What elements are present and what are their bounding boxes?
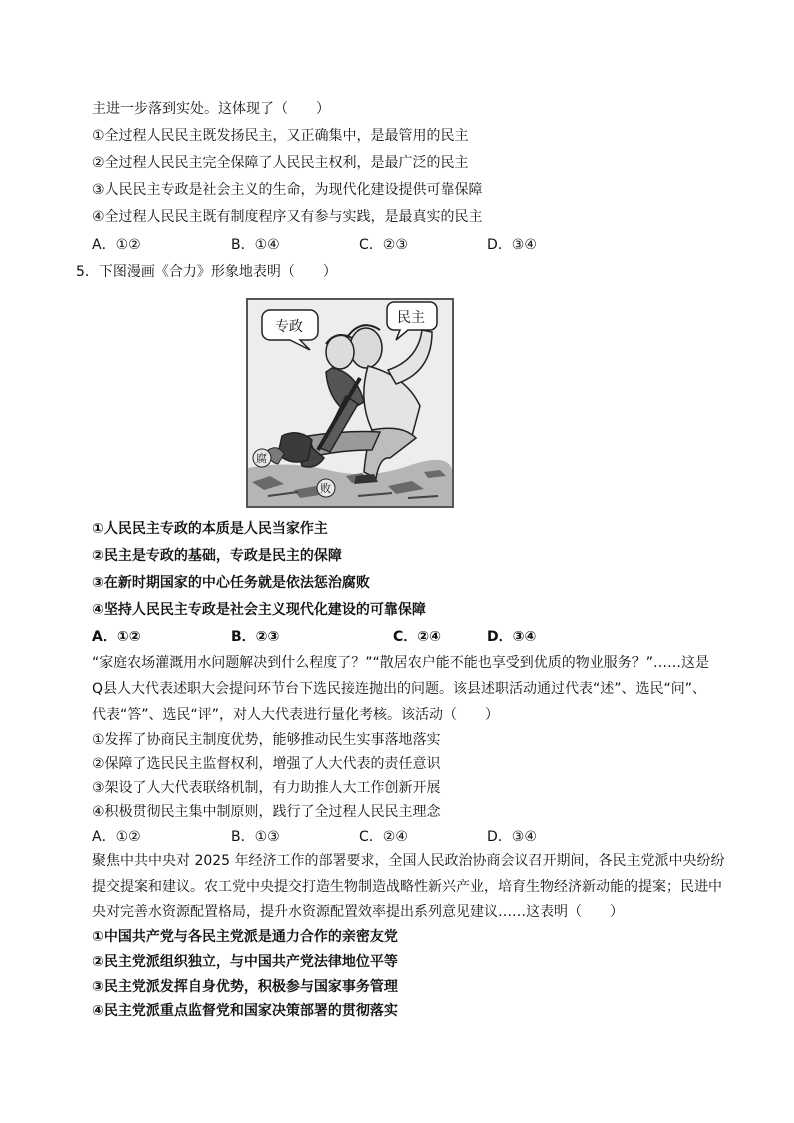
cartoon-drawing <box>248 300 452 506</box>
q4-item-4: ④全过程人民民主既有制度程序又有参与实践，是最真实的民主 <box>92 209 483 225</box>
ground-left-text: 腐 <box>256 452 267 465</box>
bubble-right-text: 民主 <box>397 310 425 326</box>
q5-option-c: C．②④ <box>393 629 441 645</box>
q4-item-2: ②全过程人民民主完全保障了人民民主权利，是最广泛的民主 <box>92 155 469 171</box>
q6-item-2: ②保障了选民民主监督权利，增强了人大代表的责任意识 <box>92 756 441 772</box>
q7-stem-line-3: 央对完善水资源配置格局，提升水资源配置效率提出系列意见建议……这表明（ ） <box>92 904 624 920</box>
q6-option-a: A．①② <box>92 829 141 845</box>
q7-item-2: ②民主党派组织独立，与中国共产党法律地位平等 <box>92 954 398 970</box>
q4-options <box>92 235 712 255</box>
q6-item-1: ①发挥了协商民主制度优势，能够推动民生实事落地落实 <box>92 732 441 748</box>
q4-option-c: C．②③ <box>359 237 408 253</box>
q5-item-3: ③在新时期国家的中心任务就是依法惩治腐败 <box>92 575 370 591</box>
q7-item-4: ④民主党派重点监督党和国家决策部署的贯彻落实 <box>92 1003 398 1019</box>
bubble-left-text: 专政 <box>275 319 303 335</box>
q7-item-1: ①中国共产党与各民主党派是通力合作的亲密友党 <box>92 929 398 945</box>
q5-item-2: ②民主是专政的基础，专政是民主的保障 <box>92 548 342 564</box>
q5-stem: 下图漫画《合力》形象地表明（ ） <box>98 264 337 280</box>
q4-item-3: ③人民民主专政是社会主义的生命，为现代化建设提供可靠保障 <box>92 182 483 198</box>
q6-stem-line-3: 代表“答”、选民“评”，对人大代表进行量化考核。该活动（ ） <box>92 707 500 723</box>
cartoon-heli <box>246 298 454 508</box>
q5-option-d: D．③④ <box>487 629 537 645</box>
q5-option-a: A．①② <box>92 629 141 645</box>
q5-item-1: ①人民民主专政的本质是人民当家作主 <box>92 521 328 537</box>
q6-options <box>92 827 712 847</box>
q5-heading <box>76 262 337 282</box>
q4-stem-end: 主进一步落到实处。这体现了（ ） <box>92 101 330 117</box>
q6-option-b: B．①③ <box>231 829 280 845</box>
q5-options <box>92 627 712 647</box>
q6-option-d: D．③④ <box>487 829 537 845</box>
q6-item-4: ④积极贯彻民主集中制原则，践行了全过程人民民主理念 <box>92 804 441 820</box>
q6-stem-line-2: Q县人大代表述职大会提问环节台下选民接连抛出的问题。该县述职活动通过代表“述”、选民“问”、 <box>92 681 707 697</box>
q5-item-4: ④坚持人民民主专政是社会主义现代化建设的可靠保障 <box>92 602 426 618</box>
q7-stem-line-2: 提交提案和建议。农工党中央提交打造生物制造战略性新兴产业，培育生物经济新动能的提案；民进中 <box>92 879 722 895</box>
q4-option-b: B．①④ <box>231 237 280 253</box>
q5-number: 5． <box>76 264 99 280</box>
ground-right-text: 败 <box>320 482 331 495</box>
q7-stem-line-1: 聚焦中共中央对 2025 年经济工作的部署要求，全国人民政治协商会议召开期间，各民主党派中央纷纷 <box>92 853 725 869</box>
q4-option-a: A．①② <box>92 237 141 253</box>
q5-option-b: B．②③ <box>231 629 280 645</box>
q7-item-3: ③民主党派发挥自身优势，积极参与国家事务管理 <box>92 979 398 995</box>
q6-item-3: ③架设了人大代表联络机制，有力助推人大工作创新开展 <box>92 780 441 796</box>
q4-option-d: D．③④ <box>487 237 537 253</box>
q6-option-c: C．②④ <box>359 829 408 845</box>
q4-item-1: ①全过程人民民主既发扬民主，又正确集中，是最管用的民主 <box>92 128 469 144</box>
q6-stem-line-1: “家庭农场灌溉用水问题解决到什么程度了？”“散居农户能不能也享受到优质的物业服务？”……这是 <box>92 655 710 671</box>
